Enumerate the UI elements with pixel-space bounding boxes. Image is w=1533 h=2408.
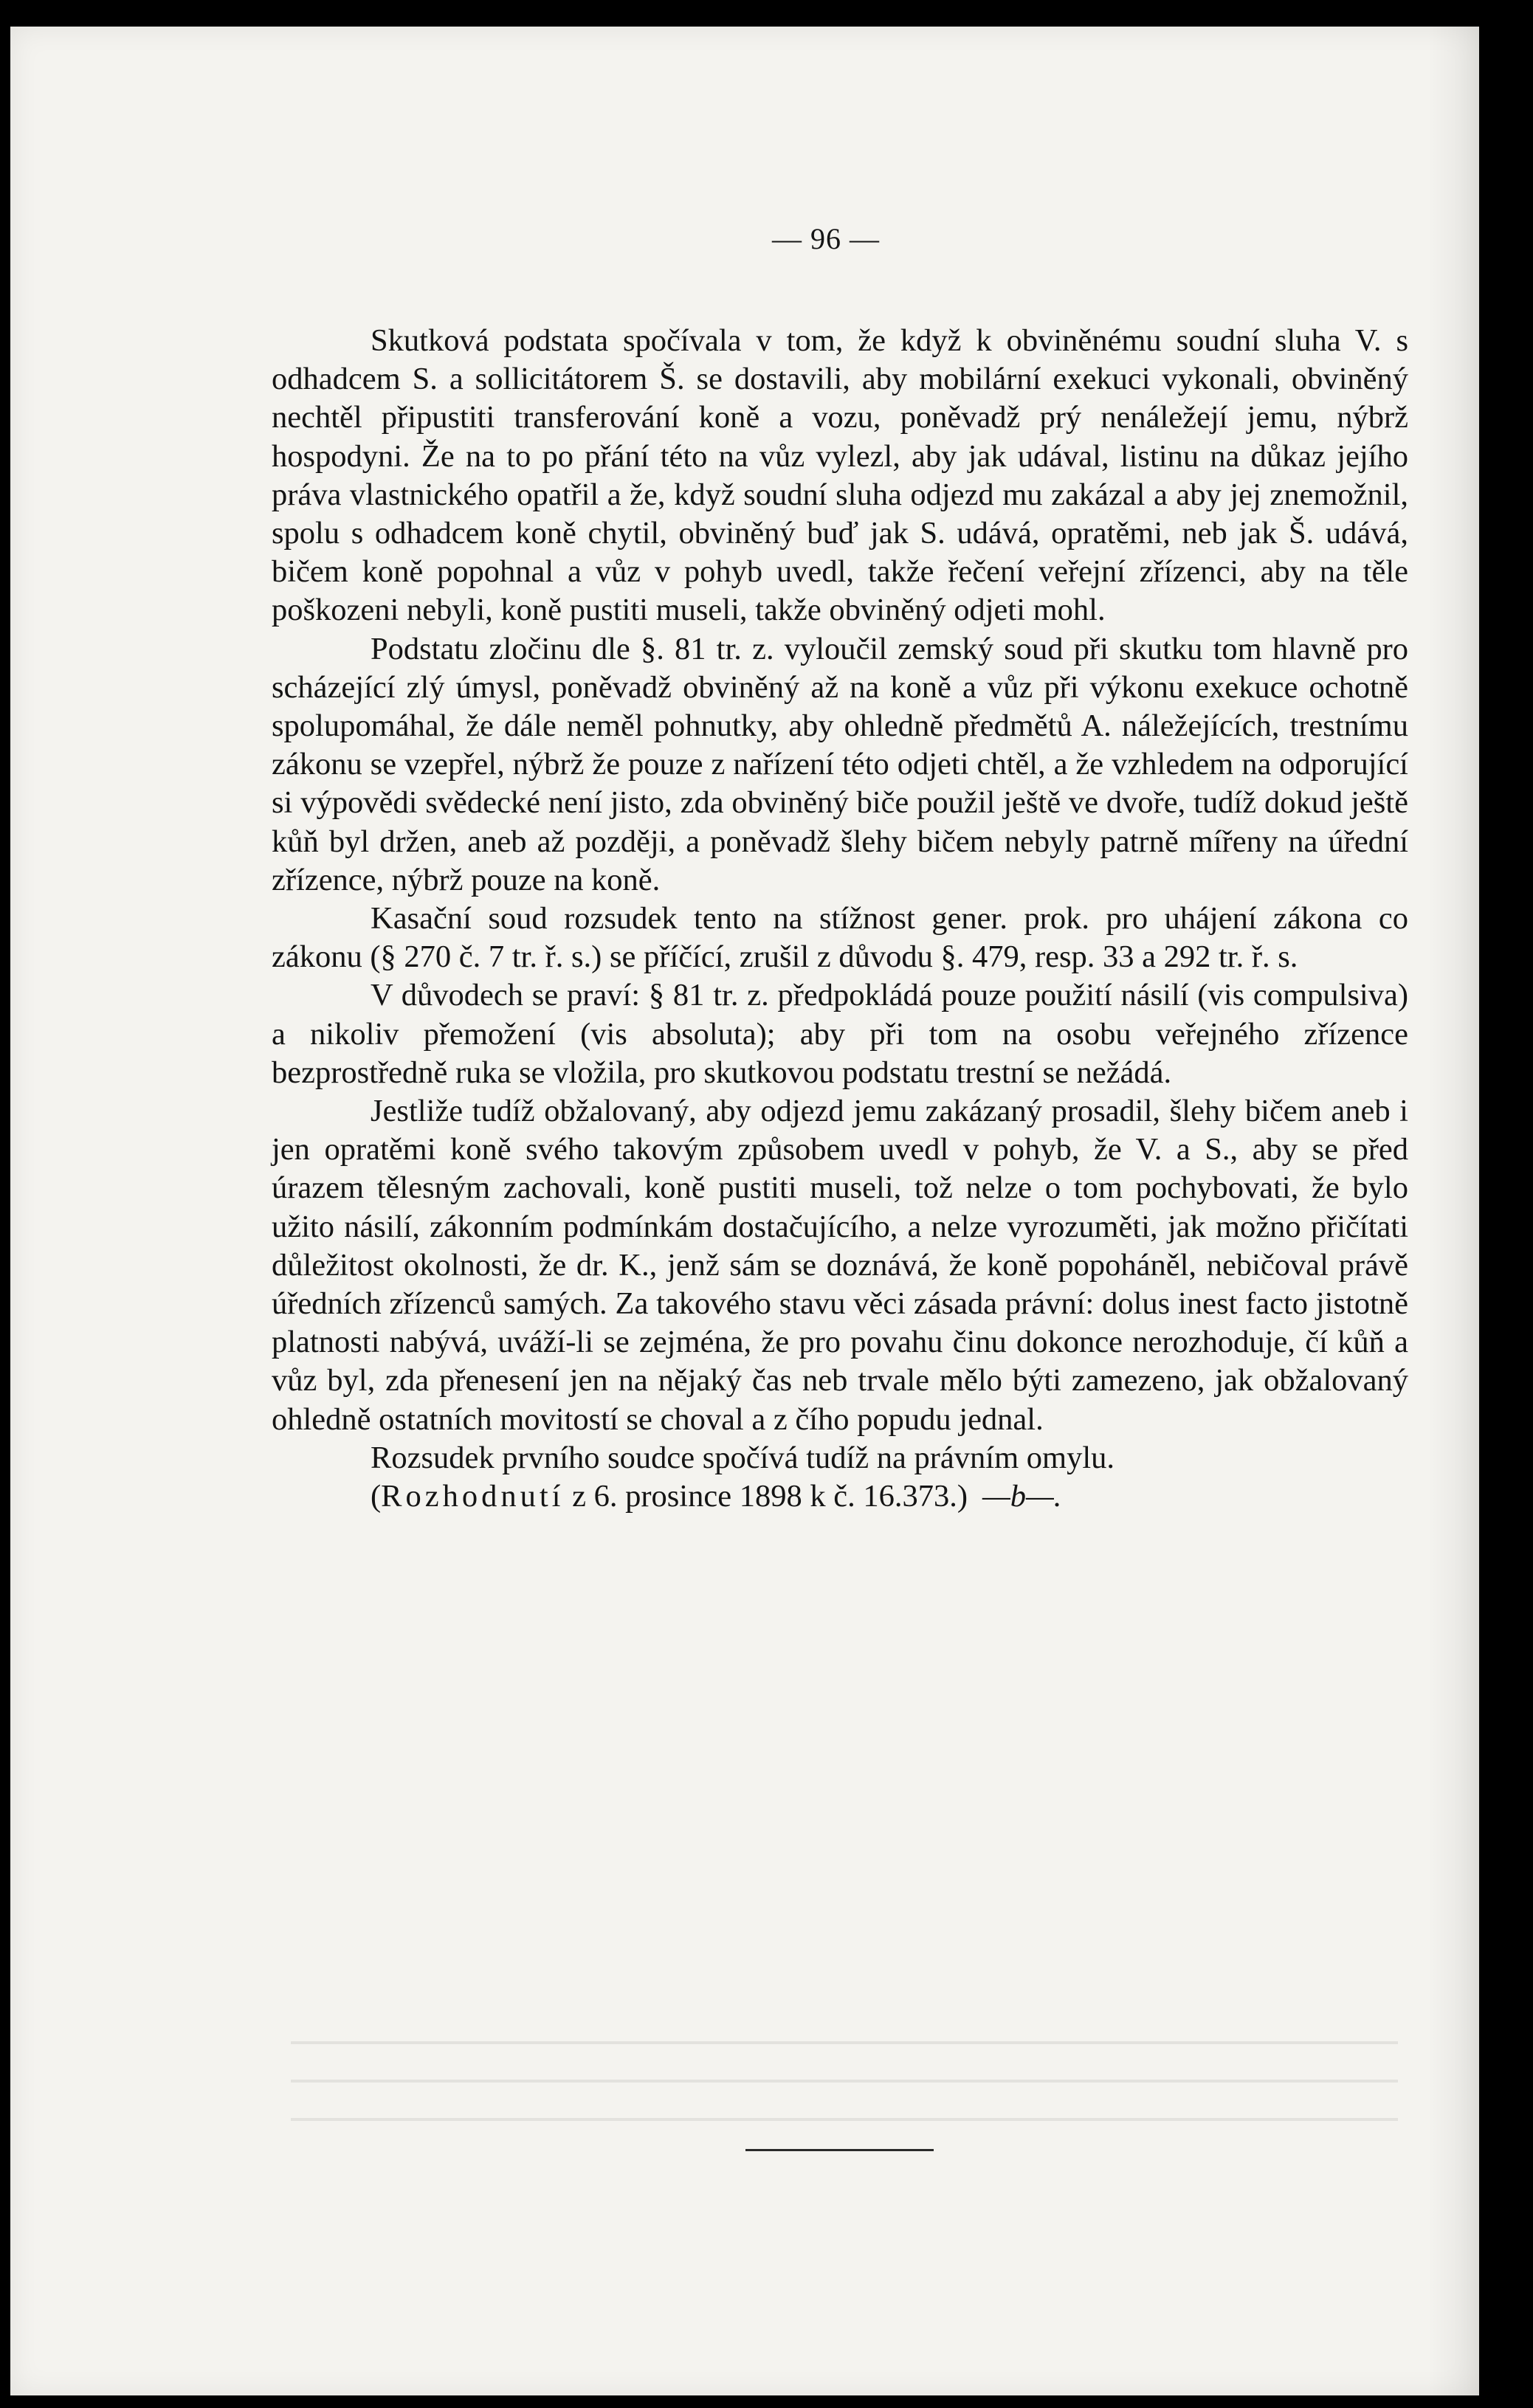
paragraph-cassation: Kasační soud rozsudek tento na stížnost gener. prok. pro uhájení zákona co zákonu (§ 270 č. 7 tr. ř. s.) se příčící, zrušil z důvodu §. 479, resp. 33 a 292 tr. ř. s. [272, 901, 1408, 975]
decision-label: Rozhodnutí [381, 1479, 565, 1514]
paragraph-facts: Skutková podstata spočívala v tom, že když k obviněnému soudní sluha V. s odhadcem S. a sollicitátorem Š. se dostavili, aby mobilární exekuci vykonali, obviněný nechtěl připustiti transferování koně a vozu, poněvadž prý nenáležejí jemu, nýbrž hospodyni. Že na to po přání této na vůz vylezl, aby jak udával, listinu na důkaz jejího práva vlastnického opatřil a že, když soudní sluha odjezd mu zakázal a aby jej znemožnil, spolu s odhadcem koně chytil, obviněný buď jak S. udává, opratěmi, neb jak Š. udává, bičem koně popohnal a vůz v pohyb uvedl, takže řečení veřejní zřízenci, aby na těle poškozeni nebyli, koně pustiti museli, takže obviněný odjeti mohl. [272, 323, 1408, 628]
editor-signature: —b—. [982, 1479, 1062, 1514]
page-number: — 96 — [772, 222, 880, 255]
decision-open: ( [371, 1479, 382, 1514]
decision-details: z 6. prosince 1898 k č. 16.373.) [564, 1479, 968, 1514]
paragraph-argument: Jestliže tudíž obžalovaný, aby odjezd jemu zakázaný prosadil, šlehy bičem aneb i jen opratěmi koně svého takovým způsobem uvedl v pohyb, že V. a S., aby se před úrazem tělesným zachovali, koně pustiti museli, tož nelze o tom pochybovati, že bylo užito násilí, zákonním podmínkám dostačujícího, a nelze vyrozuměti, jak možno přičítati důležitost okolnosti, že dr. K., jenž sám se doznává, že koně popoháněl, nebičoval právě úředních zřízenců samých. Za takového stavu věci zásada právní: dolus inest facto jistotně platnosti nabývá, uváží-li se zejména, že pro povahu činu dokonce nerozhoduje, čí kůň a vůz byl, zda přenesení jen na nějaký čas neb trvale mělo býti zamezeno, jak obžalovaný ohledně ostatních movitostí se choval a z čího popudu jednal. [272, 1094, 1408, 1437]
paragraph-reasons: V důvodech se praví: § 81 tr. z. předpokládá pouze použití násilí (vis compulsiva) a nikoliv přemožení (vis absoluta); aby při tom na osobu veřejného zřízence bezprostředně ruka se vložila, pro skutkovou podstatu trestní se nežádá. [272, 978, 1408, 1090]
decision-citation [272, 1477, 1408, 1516]
paragraph-regional-court: Podstatu zločinu dle §. 81 tr. z. vyloučil zemský soud při skutku tom hlavně pro scházející zlý úmysl, poněvadž obviněný až na koně a vůz při výkonu exekuce ochotně spolupomáhal, že dále neměl pohnutky, aby ohledně předmětů A. náležejících, trestnímu zákonu se vzepřel, nýbrž že pouze z nařízení této odjeti chtěl, a že vzhledem na odporující si výpovědi svědecké není jisto, zda obviněný biče použil ještě ve dvoře, tudíž dokud ještě kůň byl držen, aneb až později, a poněvadž šlehy bičem nebyly patrně mířeny na úřední zřízence, nýbrž pouze na koně. [272, 631, 1408, 897]
body-text [272, 322, 1408, 1516]
scanned-page [10, 27, 1479, 2395]
bleed-through-text [291, 2019, 1398, 2137]
section-divider [745, 2149, 934, 2151]
page-shadow [1427, 27, 1479, 2395]
paragraph-conclusion: Rozsudek prvního soudce spočívá tudíž na právním omylu. [371, 1440, 1115, 1475]
